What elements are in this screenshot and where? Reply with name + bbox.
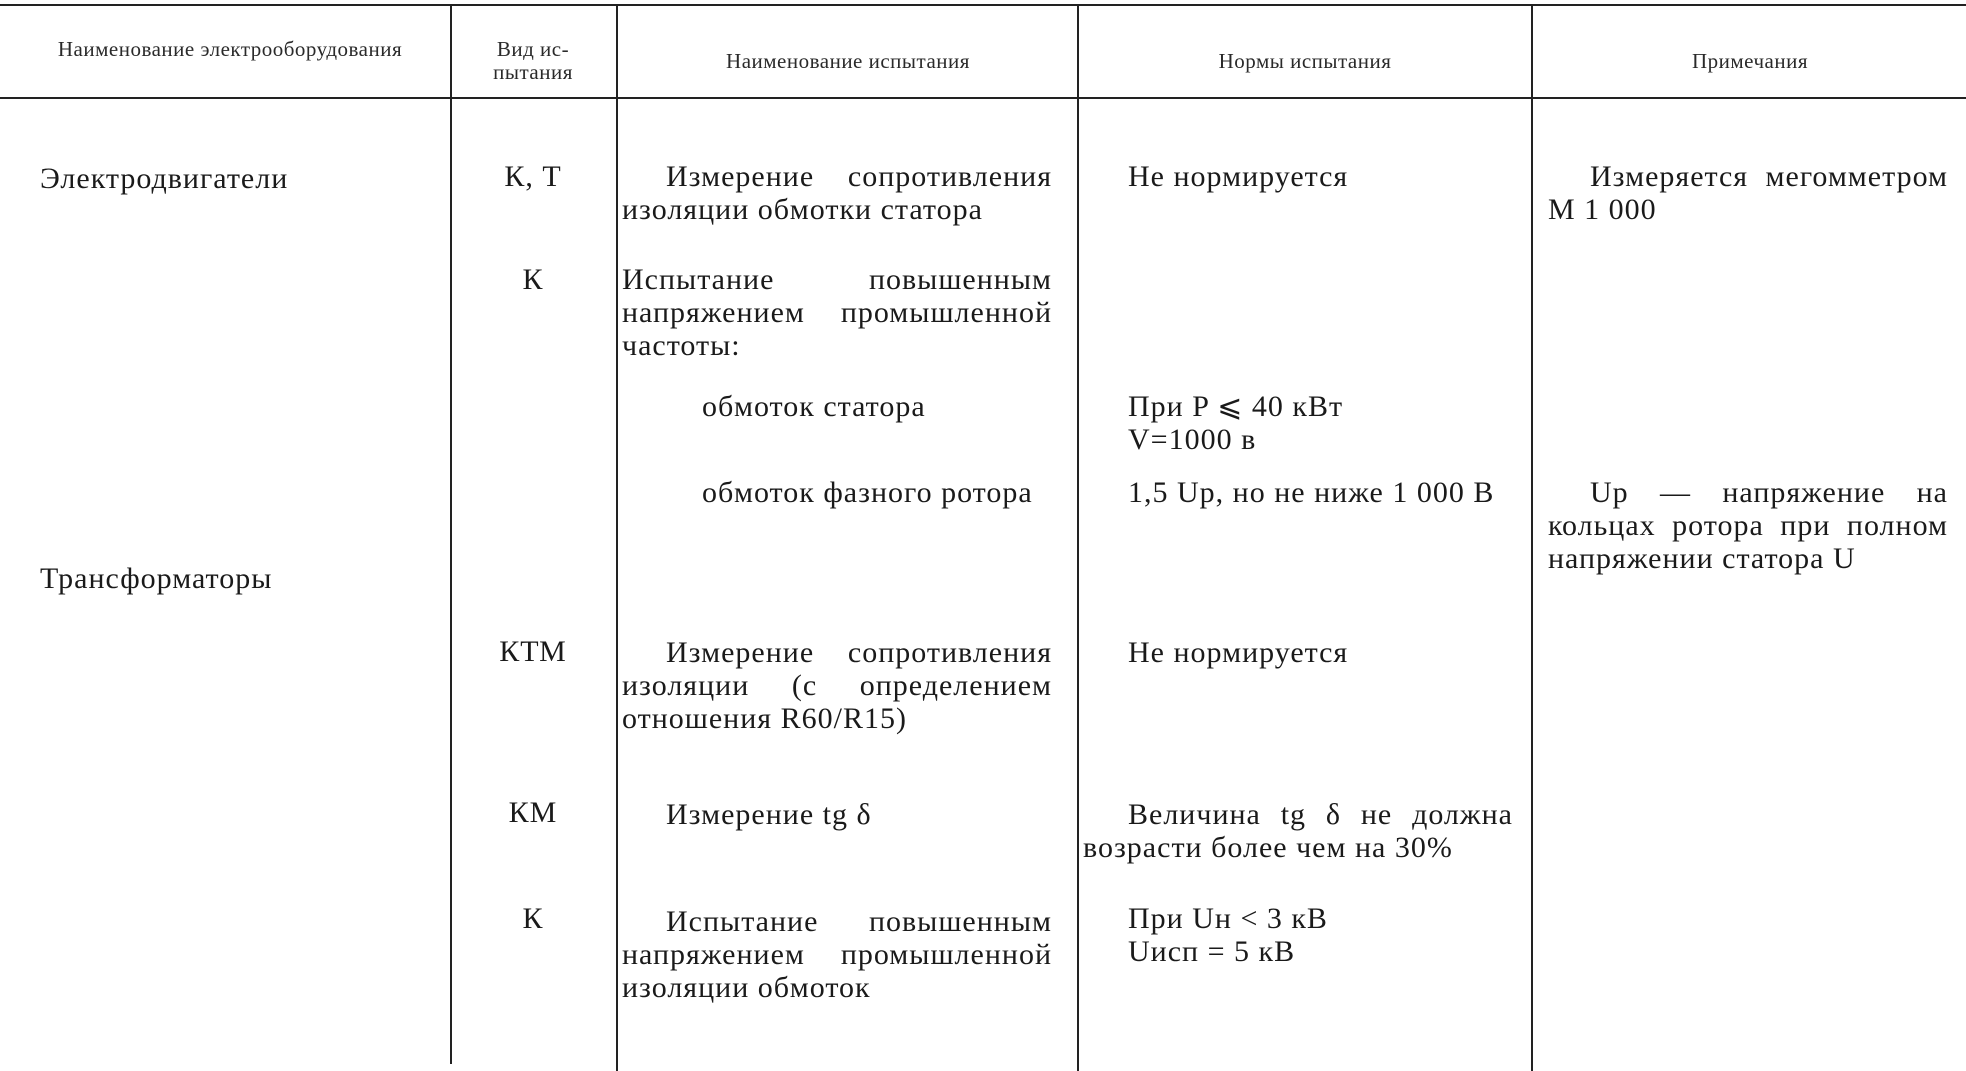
row-6-test-name: Измерение tg δ (666, 798, 872, 831)
row-5-norm: Не нормируется (1128, 636, 1349, 669)
row-5-kind: КТМ (499, 635, 567, 668)
header-bottom-rule (0, 97, 1966, 99)
equipment-transformers: Трансформаторы (40, 562, 273, 595)
row-5-test-name: Измерение сопротивления изоляции (с определением отношения R60/R15) (622, 636, 1052, 735)
header-equipment: Наименование электрооборудования (57, 37, 403, 61)
column-divider-4 (1531, 4, 1533, 1071)
equipment-motors: Электродвигатели (40, 162, 289, 195)
row-7-norm-line-1: При Uн < 3 кВ (1128, 902, 1328, 935)
row-1-note: Измеряется мегомметром М 1 000 (1548, 160, 1948, 226)
row-4-note: Uр — напряжение на кольцах ротора при полном напряжении статора U (1548, 476, 1948, 575)
header-norms: Нормы испытания (1218, 49, 1392, 73)
row-7-norm-line-2: Uисп = 5 кВ (1128, 935, 1296, 968)
column-divider-1 (450, 4, 452, 1064)
row-4-norm: 1,5 Uр, но не ниже 1 000 В (1128, 476, 1495, 509)
row-6-kind: КМ (508, 796, 558, 829)
row-1-norm: Не нормируется (1128, 160, 1349, 193)
row-7-test-name: Испытание повышенным напряжением промышленной изоляции обмоток (622, 905, 1052, 1004)
row-6-norm: Величина tg δ не должна возрасти более чем на 30% (1083, 798, 1513, 864)
row-1-kind: К, Т (504, 160, 562, 193)
top-rule (0, 4, 1966, 6)
row-2-kind: К (522, 263, 544, 296)
row-4-test-name: обмоток фазного ротора (702, 476, 1033, 509)
header-test-name: Наименование испытания (726, 49, 970, 73)
row-2-test-name: Испытание повышенным напряжением промышленной частоты: (622, 263, 1052, 362)
column-divider-3 (1077, 4, 1079, 1071)
row-3-norm-line-1: При P ⩽ 40 кВт (1128, 390, 1344, 423)
row-7-kind: К (522, 902, 544, 935)
header-test-kind: Вид ис-пытания (493, 37, 573, 84)
column-divider-2 (616, 4, 618, 1071)
row-1-test-name: Измерение сопротивления изоляции обмотки статора (622, 160, 1052, 226)
row-3-norm-line-2: V=1000 в (1128, 423, 1257, 456)
row-3-test-name: обмоток статора (702, 390, 926, 423)
header-notes: Примечания (1691, 49, 1808, 73)
